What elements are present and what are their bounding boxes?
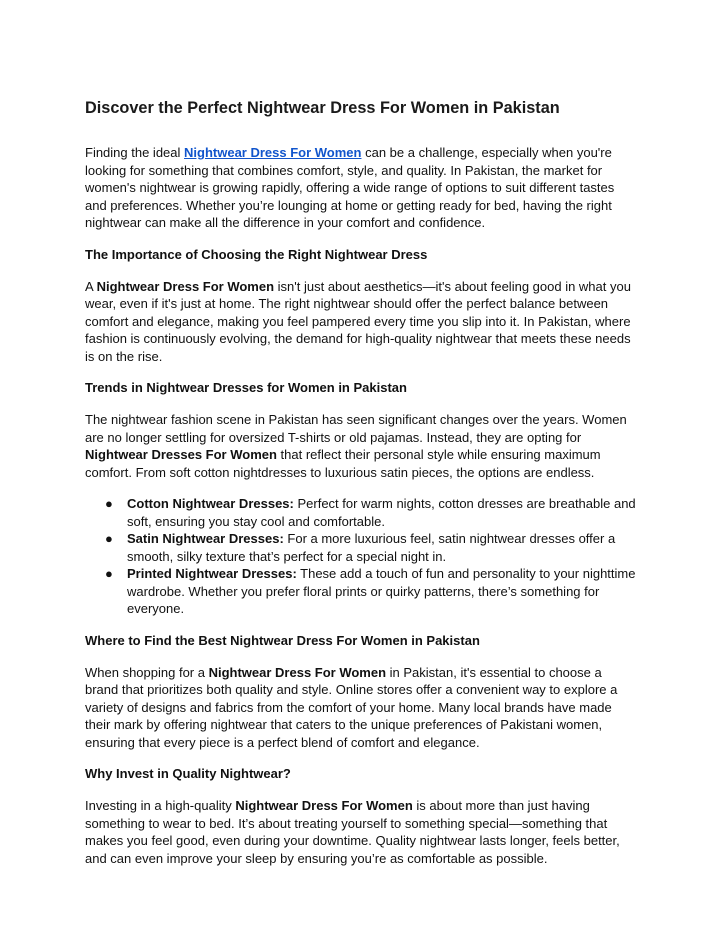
where-bold-keyword: Nightwear Dress For Women	[208, 664, 387, 680]
trends-text-before: The nightwear fashion scene in Pakistan has seen significant changes over the years. Women are no longer settling for oversized T-shirts or old pajamas. Instead, they are opting for	[85, 412, 627, 445]
nightwear-dress-link[interactable]: Nightwear Dress For Women	[184, 145, 362, 160]
page-title: Discover the Perfect Nightwear Dress For Women in Pakistan	[85, 99, 560, 117]
importance-text-before: A	[85, 278, 97, 294]
list-item-bold: Satin Nightwear Dresses:	[127, 531, 284, 546]
intro-text-before: Finding the ideal	[85, 145, 185, 160]
importance-bold-keyword: Nightwear Dress For Women	[96, 278, 275, 294]
importance-paragraph	[85, 278, 638, 366]
importance-text-after: isn't just about aesthetics—it's about feeling good in what you wear, even if it's just at home. The right nightwear should offer the perfect balance between comfort and elegance, making you feel pampered every time you slip into it. In Pakistan, where fashion is continuously evolving, the demand for high-quality nightwear that meets these needs is on the rise.	[85, 278, 631, 364]
intro-text-after: can be a challenge, especially when you're looking for something that combines comfort, style, and quality. In Pakistan, the market for women's nightwear is growing rapidly, offering a wide range of options to suit different tastes and preferences. Whether you’re lounging at home or getting ready for bed, having the right nightwear can make all the difference in your comfort and confidence.	[85, 145, 615, 230]
intro-paragraph	[85, 144, 638, 232]
trends-paragraph	[85, 411, 638, 481]
trends-text-after: that reflect their personal style while ensuring maximum comfort. From soft cotton nightdresses to luxurious satin pieces, the options are endless.	[85, 447, 601, 480]
trends-bold-keyword: Nightwear Dresses For Women	[85, 447, 277, 462]
where-text-before: When shopping for a	[85, 664, 209, 680]
list-item-text: These add a touch of fun and personality to your nighttime wardrobe. Whether you prefer floral prints or quirky patterns, there’s something for everyone.	[127, 566, 636, 616]
list-item-text: For a more luxurious feel, satin nightwear dresses offer a smooth, silky texture that’s perfect for a special night in.	[127, 531, 616, 564]
list-item-bold: Cotton Nightwear Dresses:	[127, 496, 294, 511]
where-to-find-paragraph	[85, 664, 638, 752]
bullet-icon: ●	[105, 566, 113, 581]
where-text-after: in Pakistan, it's essential to choose a brand that prioritizes both quality and style. Online stores offer a convenient way to explore a variety of designs and fabrics from the comfort of your home. Many local brands have made their mark by offering nightwear that caters to the unique preferences of Pakistani women, ensuring that every piece is a perfect blend of comfort and elegance.	[85, 664, 618, 750]
section-heading-where-to-find: Where to Find the Best Nightwear Dress For Women in Pakistan	[85, 632, 480, 648]
section-heading-importance: The Importance of Choosing the Right Nightwear Dress	[85, 246, 428, 262]
list-item-text: Perfect for warm nights, cotton dresses are breathable and soft, ensuring you stay cool and comfortable.	[127, 496, 636, 529]
section-heading-why-invest: Why Invest in Quality Nightwear?	[85, 766, 291, 781]
trends-bullet-list	[85, 495, 638, 618]
list-item-bold: Printed Nightwear Dresses:	[127, 566, 297, 581]
bullet-icon: ●	[105, 496, 113, 511]
list-item	[105, 565, 638, 618]
invest-text-after: is about more than just having something to wear to bed. It’s about treating yourself to something special—something that makes you feel good, even during your downtime. Quality nightwear lasts longer, feels better, and can even improve your sleep by ensuring you’re as comfortable as possible.	[85, 798, 620, 866]
invest-text-before: Investing in a high-quality	[85, 798, 236, 813]
bullet-icon: ●	[105, 531, 113, 546]
invest-bold-keyword: Nightwear Dress For Women	[235, 798, 413, 813]
why-invest-paragraph	[85, 797, 638, 867]
list-item	[105, 495, 638, 530]
section-heading-trends: Trends in Nightwear Dresses for Women in Pakistan	[85, 380, 407, 395]
list-item	[105, 530, 638, 565]
